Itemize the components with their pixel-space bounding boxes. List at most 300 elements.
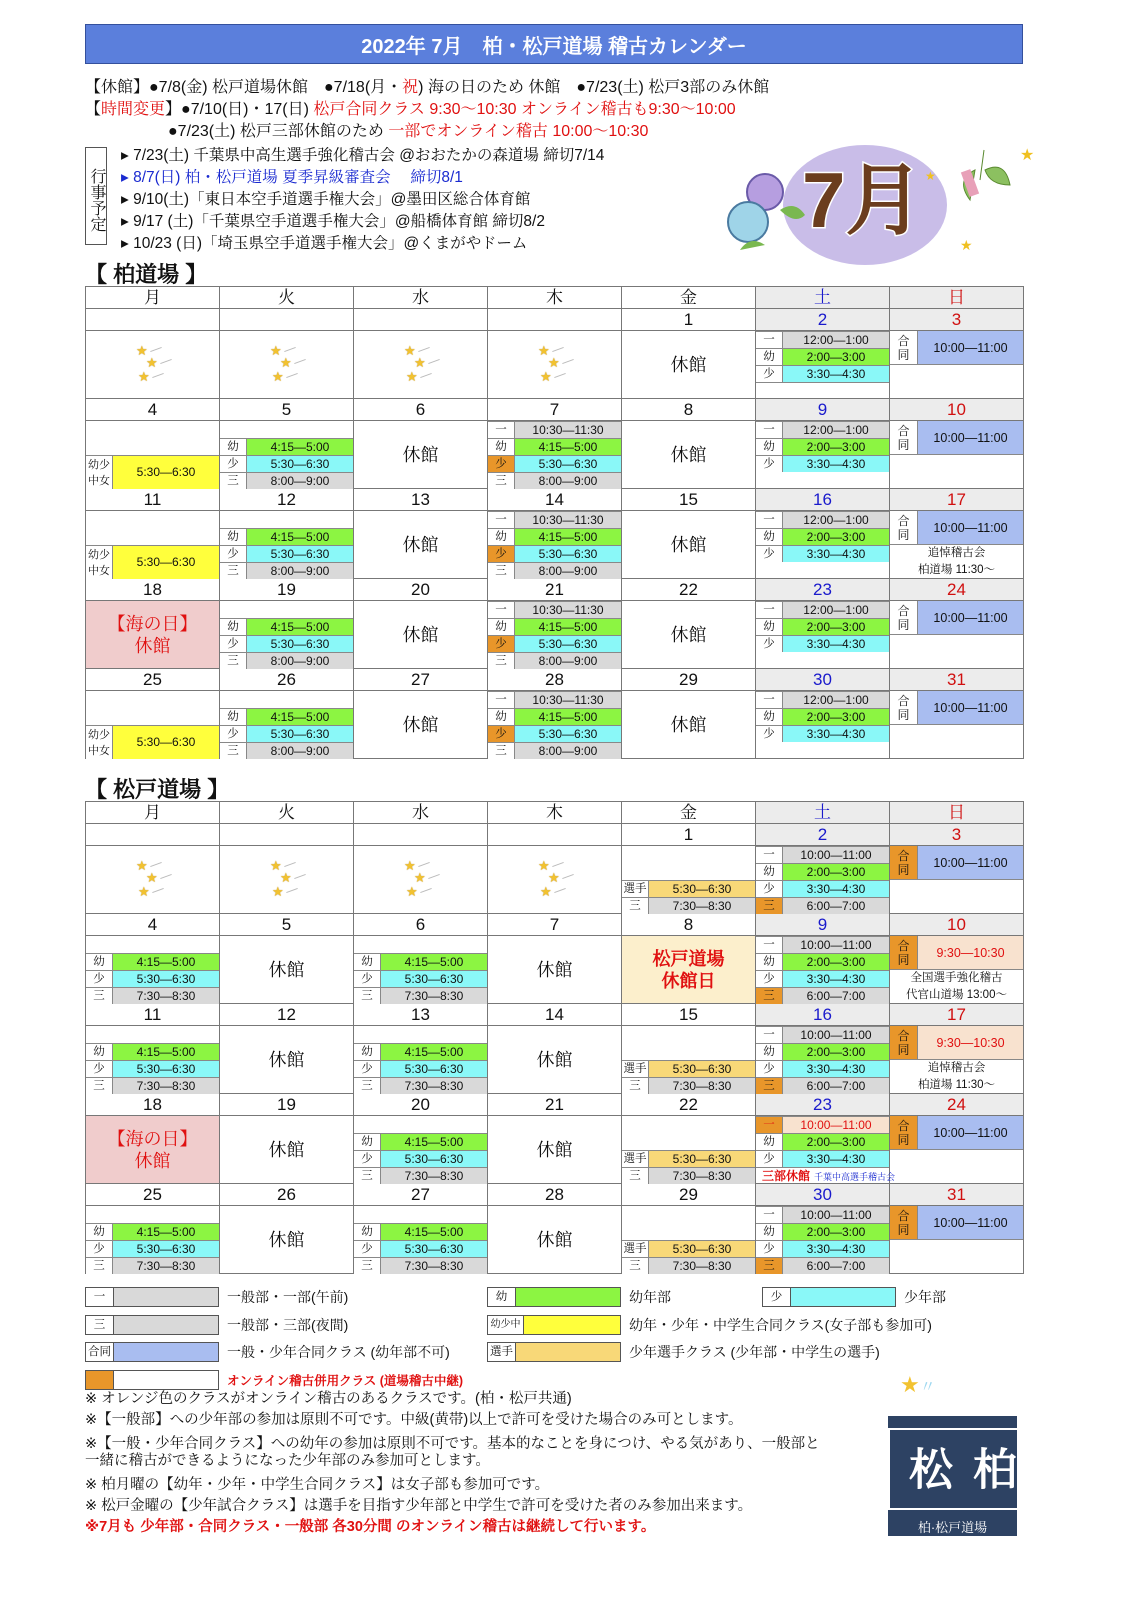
footnote-line: ※ 柏月曜の【幼年・少年・中学生合同クラス】は女子部も参加可です。: [85, 1477, 550, 1493]
date-number: [86, 309, 220, 331]
class-slot: [756, 1257, 889, 1274]
class-slot: [622, 1150, 755, 1167]
svg-text:★: ★: [925, 169, 936, 183]
date-number: 15: [622, 489, 756, 511]
date-number: 12: [220, 1004, 354, 1026]
class-slot: [756, 1223, 889, 1240]
class-tag: 三: [220, 473, 247, 489]
notice-text: ) 海の日のため 休館 ●7/23(土) 松戸3部のみ休館: [418, 79, 770, 96]
class-tag: 幼: [354, 1224, 381, 1240]
class-time: 7:30—8:30: [381, 988, 487, 1004]
class-tag: 幼: [488, 439, 515, 455]
class-time: 5:30—6:30: [381, 1061, 487, 1077]
class-time: 10:00—11:00: [918, 331, 1023, 364]
class-time: 5:30—6:30: [515, 636, 621, 652]
legend-label: 少年部: [904, 1289, 946, 1305]
date-number: 7: [488, 399, 622, 421]
class-time: 2:00—3:00: [783, 709, 889, 725]
class-time: 5:30—6:30: [381, 971, 487, 987]
class-slot: [354, 970, 487, 987]
class-time: 5:30—6:30: [649, 1061, 755, 1077]
class-time: 7:30—8:30: [649, 1168, 755, 1184]
day-cell: [220, 1026, 354, 1094]
star-icon: ★: [136, 343, 148, 358]
class-slot: [86, 987, 219, 1004]
day-note: 追悼稽古会: [927, 547, 986, 559]
svg-text:★: ★: [960, 237, 973, 253]
date-number: 27: [354, 1184, 488, 1206]
day-cell: [220, 691, 354, 759]
footnote-line: ※7月も 少年部・合同クラス・一般部 各30分間 のオンライン稽古は継続して行います。: [85, 1519, 656, 1535]
streak-line: [420, 888, 432, 893]
class-tag: 合同: [890, 1206, 918, 1239]
legend-label: 一般部・一部(午前): [227, 1289, 349, 1305]
star-icon: ★: [414, 870, 426, 885]
date-number: 6: [354, 399, 488, 421]
class-time: 3:30—4:30: [783, 1061, 889, 1077]
class-time: 5:30—6:30: [113, 1061, 219, 1077]
date-row: [86, 399, 1024, 421]
class-tag: 三: [220, 743, 247, 759]
star-icon: ★: [540, 884, 552, 899]
class-time: 5:30—6:30: [381, 1151, 487, 1167]
date-row: [86, 669, 1024, 691]
closed-label: 休館: [536, 959, 573, 980]
class-time: 10:30—11:30: [515, 422, 621, 438]
date-number: 20: [354, 1094, 488, 1116]
class-time: 7:30—8:30: [381, 1258, 487, 1274]
date-number: 4: [86, 399, 220, 421]
day-cell: [890, 421, 1024, 489]
class-time: 2:00—3:00: [783, 864, 889, 880]
class-time: 5:30—6:30: [113, 456, 219, 489]
class-time: 4:15—5:00: [515, 529, 621, 545]
class-time: 9:30—10:30: [918, 1026, 1023, 1059]
closed-label: 休館: [402, 444, 439, 465]
class-tag: 一: [756, 332, 783, 348]
class-slot: [354, 1223, 487, 1240]
notice-text: 一部でオンライン稽古 10:00〜10:30: [388, 123, 649, 140]
date-number: 16: [756, 489, 890, 511]
class-slot: [756, 691, 889, 708]
events-label: 行事予定: [85, 147, 107, 245]
legend-tag: 幼少中: [488, 1316, 524, 1334]
date-number: [86, 824, 220, 846]
class-slot: [756, 1206, 889, 1223]
class-slot: [86, 953, 219, 970]
day-cell: [488, 691, 622, 759]
class-tag: 少: [86, 1241, 113, 1257]
class-slot: [354, 1167, 487, 1184]
class-tag: 選手: [622, 1061, 649, 1077]
class-slot: [756, 618, 889, 635]
class-slot: [756, 1150, 889, 1167]
date-number: 4: [86, 914, 220, 936]
class-tag: 少: [756, 636, 783, 652]
class-slot: [756, 1026, 889, 1043]
class-time: 10:00—11:00: [918, 846, 1023, 879]
day-cell: [220, 421, 354, 489]
streak-line: [150, 347, 162, 352]
class-tag: 三: [756, 1258, 783, 1274]
day-cell: [86, 691, 220, 759]
closed-label: 休館: [670, 354, 707, 375]
class-slot: [488, 421, 621, 438]
date-number: [220, 824, 354, 846]
class-tag: 幼: [756, 954, 783, 970]
class-tag: 幼: [220, 709, 247, 725]
star-icon: ★: [280, 355, 292, 370]
day-cell: [488, 421, 622, 489]
date-number: 11: [86, 489, 220, 511]
class-time: 2:00—3:00: [783, 349, 889, 365]
class-slot: [488, 708, 621, 725]
class-tag: 三: [220, 653, 247, 669]
date-row: [86, 1094, 1024, 1116]
day-cell: [86, 1026, 220, 1094]
class-tag: 一: [756, 847, 783, 863]
class-time: 5:30—6:30: [113, 971, 219, 987]
class-slot: [622, 880, 755, 897]
date-number: [488, 824, 622, 846]
class-tag: 幼: [488, 529, 515, 545]
class-time: 3:30—4:30: [783, 881, 889, 897]
class-tag: 幼: [756, 439, 783, 455]
class-slot: [488, 635, 621, 652]
legend-item: [487, 1287, 671, 1307]
class-tag: 三: [86, 1078, 113, 1094]
class-note-sub: 千葉中高選手稽古会: [814, 1172, 896, 1182]
class-slot: [354, 953, 487, 970]
weekday-header: 水: [354, 802, 488, 824]
class-tag: 少: [220, 636, 247, 652]
day-cell: [86, 1116, 220, 1184]
class-tag: 三: [756, 1078, 783, 1094]
class-slot: [220, 528, 353, 545]
event-item: ▸ 9/10(土)「東日本空手道選手権大会」@墨田区総合体育館: [121, 191, 531, 208]
date-number: 3: [890, 309, 1024, 331]
class-tag: 幼: [488, 619, 515, 635]
class-time: 3:30—4:30: [783, 971, 889, 987]
class-time: 10:00—11:00: [783, 847, 889, 863]
class-tag: 少: [756, 456, 783, 472]
closed-label: 休館: [536, 1049, 573, 1070]
day-cell: [220, 1116, 354, 1184]
class-time: 8:00—9:00: [247, 743, 353, 759]
day-cell: [86, 421, 220, 489]
legend-item: [762, 1287, 946, 1307]
class-tag: 一: [756, 692, 783, 708]
notice-text: 時間変更: [101, 101, 166, 118]
weekday-header: 金: [622, 802, 756, 824]
class-tag: 合同: [890, 691, 918, 724]
closed-label: 休館: [670, 534, 707, 555]
class-time: 5:30—6:30: [113, 546, 219, 579]
closed-label: 【海の日】 休館: [107, 1128, 198, 1171]
streak-line: [284, 862, 296, 867]
streak-line: [418, 862, 430, 867]
date-row: [86, 824, 1024, 846]
legend-tag: 少: [763, 1288, 791, 1306]
day-cell: [756, 421, 890, 489]
day-cell: [220, 601, 354, 669]
date-number: 26: [220, 1184, 354, 1206]
closed-label: 休館: [268, 1049, 305, 1070]
class-slot: [756, 708, 889, 725]
class-time: 10:30—11:30: [515, 512, 621, 528]
date-number: 23: [756, 579, 890, 601]
notice-text: 【: [85, 101, 102, 118]
class-time: 4:15—5:00: [113, 1224, 219, 1240]
date-number: 14: [488, 1004, 622, 1026]
class-slot: [756, 421, 889, 438]
class-time: 12:00—1:00: [783, 512, 889, 528]
class-time: 2:00—3:00: [783, 1134, 889, 1150]
legend-item: [487, 1342, 880, 1362]
date-number: 7: [488, 914, 622, 936]
streak-line: [284, 347, 296, 352]
class-slot: [354, 1240, 487, 1257]
day-cell: [488, 1206, 622, 1274]
class-slot: [756, 1043, 889, 1060]
class-tag: 一: [488, 422, 515, 438]
closed-label: 休館: [268, 959, 305, 980]
event-item: ▸ 10/23 (日)「埼玉県空手道選手権大会」@くまがやドーム: [121, 235, 528, 252]
class-slot: [488, 742, 621, 759]
legend-color: [114, 1371, 218, 1389]
star-icon: ★: [548, 870, 560, 885]
class-time: 7:30—8:30: [649, 898, 755, 914]
class-time: 5:30—6:30: [515, 546, 621, 562]
legend-tag: 一: [86, 1288, 114, 1306]
streak-line: [428, 874, 440, 879]
closed-label: 休館: [268, 1139, 305, 1160]
date-number: 1: [622, 309, 756, 331]
streak-line: [286, 888, 298, 893]
star-icon: ★: [540, 369, 552, 384]
legend-swatch: [487, 1342, 621, 1362]
date-row: [86, 579, 1024, 601]
class-slot: [756, 880, 889, 897]
star-icon: ★: [406, 884, 418, 899]
day-cell: [220, 846, 354, 914]
class-time: 2:00—3:00: [783, 529, 889, 545]
class-tag: 三: [354, 1078, 381, 1094]
class-time: 10:30—11:30: [515, 602, 621, 618]
notice-online: [168, 121, 648, 143]
class-tag: 幼: [86, 1044, 113, 1060]
class-slot: [86, 1060, 219, 1077]
date-number: 25: [86, 1184, 220, 1206]
date-number: 13: [354, 1004, 488, 1026]
weekday-header: 日: [890, 287, 1024, 309]
july-illustration: [720, 140, 1035, 270]
day-cell: [890, 1206, 1024, 1274]
day-cell: [756, 331, 890, 399]
date-number: 2: [756, 824, 890, 846]
streak-line: [552, 347, 564, 352]
class-time: 5:30—6:30: [247, 456, 353, 472]
class-time: 3:30—4:30: [783, 1151, 889, 1167]
streak-line: [562, 874, 574, 879]
day-cell: [756, 846, 890, 914]
week-content-row: [86, 601, 1024, 669]
class-time: 4:15—5:00: [381, 1134, 487, 1150]
class-slot: [488, 545, 621, 562]
legend-item: [487, 1315, 932, 1335]
class-time: 10:00—11:00: [918, 691, 1023, 724]
star-icon: ★: [272, 884, 284, 899]
day-cell: [890, 936, 1024, 1004]
shooting-stars-icon: [536, 341, 576, 389]
date-row: [86, 489, 1024, 511]
week-content-row: [86, 421, 1024, 489]
legend-item: [85, 1342, 450, 1362]
class-slot: [622, 1240, 755, 1257]
date-number: [354, 824, 488, 846]
shooting-stars-icon: [134, 856, 174, 904]
class-slot: [488, 455, 621, 472]
closed-label: 休館: [402, 624, 439, 645]
footnote-line: 一緒に稽古ができるようになった少年部のみ参加可とします。: [85, 1453, 490, 1469]
class-tag: 一: [488, 512, 515, 528]
streak-line: [160, 874, 172, 879]
date-number: 22: [622, 579, 756, 601]
class-tag: 一: [756, 512, 783, 528]
class-tag: 少: [354, 1061, 381, 1077]
legend-tag: [86, 1371, 114, 1389]
class-slot: [86, 970, 219, 987]
day-cell: [220, 936, 354, 1004]
class-time: 7:30—8:30: [649, 1078, 755, 1094]
week-content-row: [86, 1206, 1024, 1274]
date-number: 9: [756, 399, 890, 421]
class-tag: 三: [622, 1078, 649, 1094]
footnote-line: ※【一般・少年合同クラス】への幼年の参加は原則不可です。基本的なことを身につけ、やる気があり、一般部と: [85, 1436, 820, 1452]
class-tag: 選手: [622, 1151, 649, 1167]
class-time: 4:15—5:00: [113, 1044, 219, 1060]
date-row: [86, 309, 1024, 331]
class-slot: [622, 1077, 755, 1094]
date-number: 23: [756, 1094, 890, 1116]
day-cell: [354, 936, 488, 1004]
class-slot: [220, 652, 353, 669]
class-time: 8:00—9:00: [247, 653, 353, 669]
day-cell: [354, 511, 488, 579]
day-cell: [622, 1206, 756, 1274]
joint-class-slot: [890, 421, 1023, 455]
class-time: 5:30—6:30: [381, 1241, 487, 1257]
class-tag: 三: [488, 653, 515, 669]
class-tag: 少: [756, 881, 783, 897]
day-cell: [354, 1026, 488, 1094]
joint-class-slot: [890, 511, 1023, 545]
weekday-header: 火: [220, 287, 354, 309]
date-number: 30: [756, 1184, 890, 1206]
day-note: 柏道場 11:30〜: [917, 564, 996, 576]
class-slot: [86, 725, 219, 759]
class-time: 7:30—8:30: [649, 1258, 755, 1274]
date-number: 31: [890, 669, 1024, 691]
class-slot: [220, 725, 353, 742]
class-tag: 少: [220, 456, 247, 472]
date-number: 19: [220, 1094, 354, 1116]
class-slot: [354, 1060, 487, 1077]
class-slot: [220, 438, 353, 455]
star-icon: ★: [146, 870, 158, 885]
weekday-header-row: [86, 802, 1024, 824]
date-number: 10: [890, 914, 1024, 936]
class-slot: [220, 742, 353, 759]
date-number: 28: [488, 1184, 622, 1206]
date-number: 29: [622, 1184, 756, 1206]
day-cell: [220, 331, 354, 399]
day-cell: [86, 936, 220, 1004]
legend-color: [114, 1343, 218, 1361]
joint-class-slot: [890, 1116, 1023, 1150]
class-time: 5:30—6:30: [649, 881, 755, 897]
class-tag: 幼少中女: [86, 726, 113, 759]
date-number: 9: [756, 914, 890, 936]
day-cell: [354, 601, 488, 669]
weekday-header: 木: [488, 287, 622, 309]
class-tag: 一: [756, 1117, 783, 1133]
weekday-header: 木: [488, 802, 622, 824]
date-number: 24: [890, 579, 1024, 601]
date-number: 15: [622, 1004, 756, 1026]
day-cell: [488, 1026, 622, 1094]
weekday-header: 土: [756, 287, 890, 309]
day-cell: [488, 601, 622, 669]
day-cell: [756, 691, 890, 759]
class-time: 8:00—9:00: [515, 563, 621, 579]
day-cell: [622, 846, 756, 914]
class-tag: 三: [622, 898, 649, 914]
day-cell: [86, 331, 220, 399]
star-icon: ★: [280, 870, 292, 885]
legend-color: [114, 1288, 218, 1306]
week-content-row: [86, 936, 1024, 1004]
star-icon: ★: [414, 355, 426, 370]
class-tag: 幼: [354, 1044, 381, 1060]
day-cell: [890, 511, 1024, 579]
class-tag: 三: [86, 1258, 113, 1274]
closed-label: 休館: [536, 1229, 573, 1250]
legend-label: 幼年・少年・中学生合同クラス(女子部も参加可): [629, 1317, 932, 1333]
date-number: 20: [354, 579, 488, 601]
class-slot: [756, 936, 889, 953]
star-icon: ★: [404, 343, 416, 358]
class-slot: [86, 1240, 219, 1257]
class-time: 12:00—1:00: [783, 692, 889, 708]
day-cell: [354, 691, 488, 759]
class-slot: [354, 987, 487, 1004]
date-number: 21: [488, 1094, 622, 1116]
class-tag: 三: [220, 563, 247, 579]
weekday-header-row: [86, 287, 1024, 309]
joint-class-slot: [890, 936, 1023, 970]
class-slot: [622, 1060, 755, 1077]
streak-line: [418, 347, 430, 352]
legend-swatch: [487, 1315, 621, 1335]
legend-label: 少年選手クラス (少年部・中学生の選手): [629, 1344, 880, 1360]
shooting-star-icon: ★〃: [900, 1372, 936, 1397]
class-tag: 合同: [890, 331, 918, 364]
class-tag: 少: [488, 636, 515, 652]
date-number: 2: [756, 309, 890, 331]
shooting-stars-icon: [402, 856, 442, 904]
joint-class-slot: [890, 601, 1023, 635]
